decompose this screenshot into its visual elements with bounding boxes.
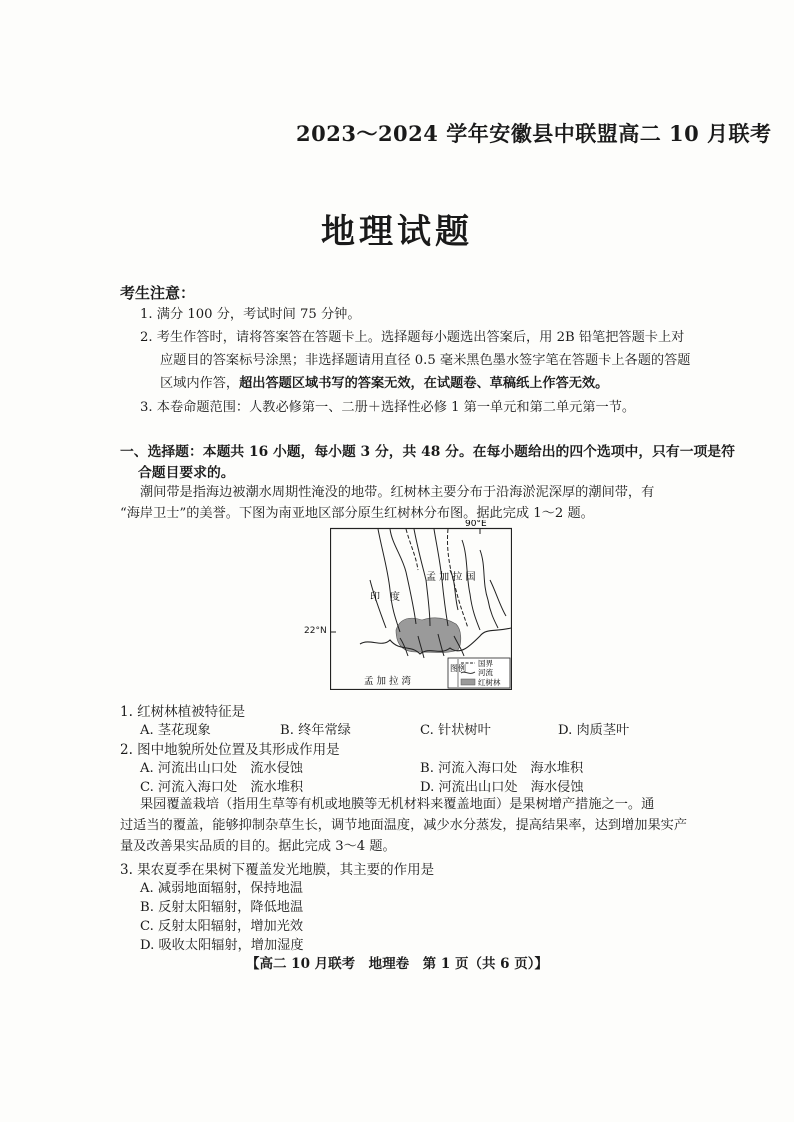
passage-2-line-1: 果园覆盖栽培（指用生草等有机或地膜等无机材料来覆盖地面）是果树增产措施之一。通 <box>140 797 655 812</box>
notice-item-2: 2. 考生作答时，请将答案答在答题卡上。选择题每小题选出答案后，用 2B 铅笔把答题卡上对 <box>140 330 685 345</box>
bay-label: 孟 加 拉 湾 <box>364 676 412 687</box>
question-3-option-b: B. 反射太阳辐射，降低地温 <box>140 900 304 915</box>
notice-item-2-warning: 超出答题区域书写的答案无效，在试题卷、草稿纸上作答无效。 <box>239 376 609 391</box>
lon-label: 90°E <box>465 520 487 529</box>
question-2-option-d: D. 河流出山口处 海水侵蚀 <box>420 780 584 795</box>
question-1-option-a: A. 茎花现象 <box>140 723 211 738</box>
question-1-option-b: B. 终年常绿 <box>280 723 351 738</box>
passage-2-line-2: 过适当的覆盖，能够抑制杂草生长，调节地面温度，减少水分蒸发，提高结果率，达到增加果实产 <box>120 818 688 833</box>
legend-river-label: 河流 <box>478 668 493 677</box>
question-3-stem: 3. 果农夏季在果树下覆盖发光地膜，其主要的作用是 <box>120 862 435 878</box>
question-1-stem: 1. 红树林植被特征是 <box>120 704 246 720</box>
mangrove-map-svg <box>330 520 512 690</box>
map-legend <box>448 658 510 688</box>
notice-heading: 考生注意： <box>120 284 196 302</box>
paper-title: 地理试题 <box>321 212 473 252</box>
legend-mangrove-label: 红树林 <box>478 678 501 687</box>
notice-item-2-cont: 应题目的答案标号涂黑；非选择题请用直径 0.5 毫米黑色墨水签字笔在答题卡上各题的答题 <box>160 353 691 368</box>
section-heading-cont: 合题目要求的。 <box>138 465 235 481</box>
question-2-option-a: A. 河流出山口处 流水侵蚀 <box>140 761 303 776</box>
legend-border-label: 国界 <box>478 659 493 668</box>
section-heading: 一、选择题：本题共 16 小题，每小题 3 分，共 48 分。在每小题给出的四个选项中，只有一项是符 <box>120 444 735 460</box>
notice-item-2-cont2 <box>160 374 608 394</box>
lat-label: 22°N <box>304 626 327 636</box>
page-footer: 【高二 10 月联考 地理卷 第 1 页（共 6 页）】 <box>245 956 549 972</box>
country-india: 印 度 <box>370 592 400 603</box>
country-bangladesh: 孟 加 拉 国 <box>426 572 476 583</box>
question-2-option-b: B. 河流入海口处 海水堆积 <box>420 761 584 776</box>
notice-item-2-cont2-text: 区域内作答， <box>160 376 240 391</box>
question-1-option-d: D. 肉质茎叶 <box>558 723 630 738</box>
question-3-option-d: D. 吸收太阳辐射，增加湿度 <box>140 938 304 953</box>
question-1-option-c: C. 针状树叶 <box>420 723 491 738</box>
question-3-option-a: A. 减弱地面辐射，保持地温 <box>140 881 303 896</box>
mangrove-map <box>330 520 512 690</box>
passage-1-line-1: 潮间带是指海边被潮水周期性淹没的地带。红树林主要分布于沿海淤泥深厚的潮间带，有 <box>140 485 655 500</box>
legend-title: 图例 <box>450 664 466 673</box>
question-3-option-c: C. 反射太阳辐射，增加光效 <box>140 919 304 934</box>
question-2-stem: 2. 图中地貌所处位置及其形成作用是 <box>120 742 340 758</box>
notice-item-1: 1. 满分 100 分，考试时间 75 分钟。 <box>140 307 361 322</box>
question-2-option-c: C. 河流入海口处 流水堆积 <box>140 780 304 795</box>
national-border-west <box>406 529 418 570</box>
legend-mangrove-symbol <box>461 679 475 685</box>
passage-2-line-3: 量及改善果实品质的目的。据此完成 3～4 题。 <box>120 839 396 854</box>
exam-header-title: 2023～2024 学年安徽县中联盟高二 10 月联考 <box>296 121 772 146</box>
notice-item-3: 3. 本卷命题范围：人教必修第一、二册＋选择性必修 1 第一单元和第二单元第一节。 <box>140 400 636 415</box>
passage-1-line-2: “海岸卫士”的美誉。下图为南亚地区部分原生红树林分布图。据此完成 1～2 题。 <box>120 506 594 521</box>
